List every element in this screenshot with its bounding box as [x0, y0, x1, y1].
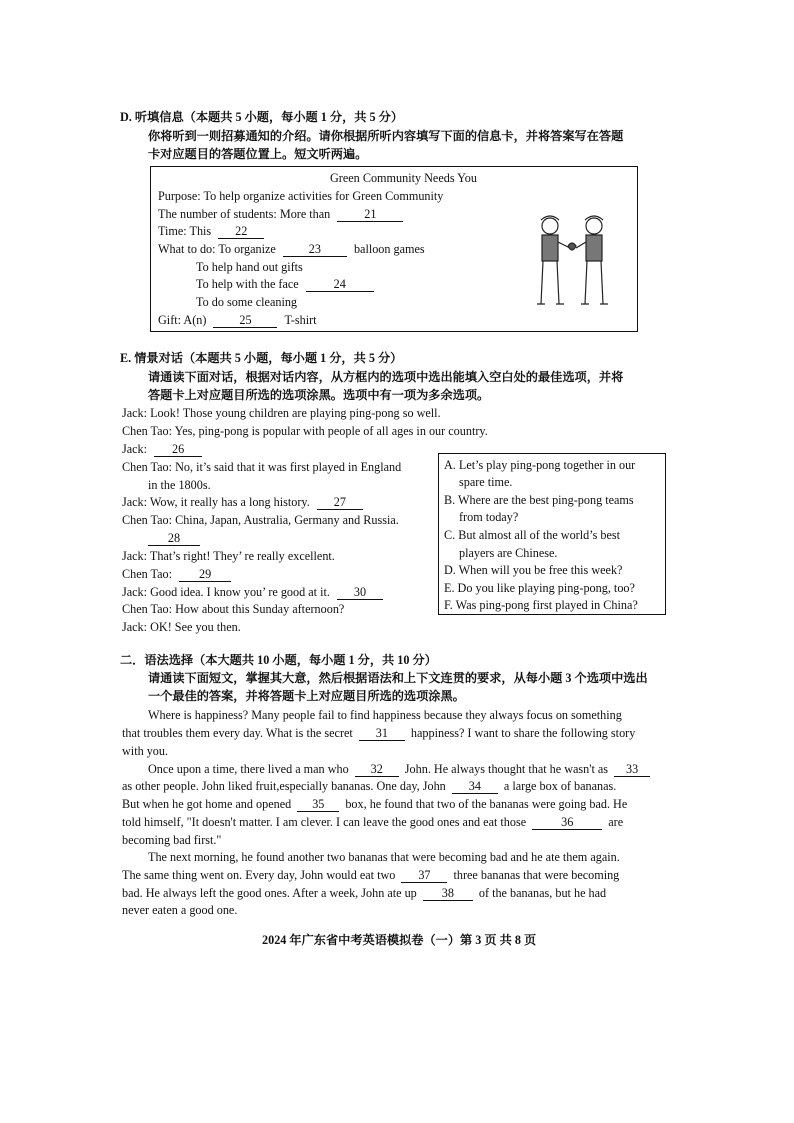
option-a-line-2: spare time.: [459, 475, 513, 489]
blank-35[interactable]: 35: [297, 797, 339, 812]
children-illustration: [530, 208, 616, 312]
blank-23[interactable]: 23: [283, 242, 347, 257]
dialog-line-9-text: Jack: Good idea. I know you’ re good at it.: [122, 585, 330, 599]
blank-24[interactable]: 24: [306, 277, 374, 292]
passage-text: as other people. John liked fruit,especially bananas. One day, John: [122, 779, 446, 793]
passage-text: But when he got home and opened: [122, 797, 292, 811]
blank-34[interactable]: 34: [452, 779, 498, 794]
passage-p2-line-4: [122, 814, 623, 830]
blank-31[interactable]: 31: [359, 726, 405, 741]
card-face-label: To help with the face: [196, 277, 299, 291]
dialog-line-9: [122, 584, 383, 600]
passage-text: a large box of bananas.: [503, 779, 617, 793]
dialog-line-4a: Chen Tao: No, it’s said that it was first played in England: [122, 460, 402, 474]
passage-p2-line-2: [122, 778, 616, 794]
card-gift-label: Gift: A(n): [158, 313, 207, 327]
card-gifts: To help hand out gifts: [196, 260, 303, 274]
passage-text: are: [608, 815, 624, 829]
dialog-line-10: Chen Tao: How about this Sunday afternoon?: [122, 602, 345, 616]
passage-p1-line-2: [122, 725, 635, 741]
dialog-line-4b: in the 1800s.: [148, 478, 211, 492]
passage-p1-line-3: with you.: [122, 744, 169, 758]
blank-30[interactable]: 30: [337, 585, 383, 600]
section-e-instruction-1: 请通读下面对话，根据对话内容，从方框内的选项中选出能填入空白处的最佳选项，并将: [148, 370, 624, 384]
blank-36[interactable]: 36: [532, 815, 602, 830]
card-cleaning: To do some cleaning: [196, 295, 298, 309]
blank-25[interactable]: 25: [213, 313, 277, 328]
option-e: E. Do you like playing ping-pong, too?: [444, 581, 635, 595]
dialog-line-1: Jack: Look! Those young children are playing ping-pong so well.: [122, 406, 441, 420]
option-c-line-1: C. But almost all of the world’s best: [444, 528, 621, 542]
dialog-line-6b: [148, 530, 200, 546]
blank-32[interactable]: 32: [355, 762, 399, 777]
dialog-speaker-chentao: Chen Tao:: [122, 567, 173, 581]
dialog-line-3: [122, 441, 202, 457]
dialog-line-7: Jack: That’s right! They’ re really excellent.: [122, 549, 335, 563]
card-tshirt-text: T-shirt: [284, 313, 317, 327]
dialog-line-5-text: Jack: Wow, it really has a long history.: [122, 495, 310, 509]
card-purpose: Purpose: To help organize activities for Green Community: [158, 189, 444, 203]
dialog-speaker-jack: Jack:: [122, 442, 148, 456]
section-2-heading: 二．语法选择（本大题共 10 小题，每小题 1 分，共 10 分）: [120, 653, 437, 667]
passage-p2-line-5: becoming bad first.": [122, 833, 222, 847]
option-d: D. When will you be free this week?: [444, 563, 623, 577]
passage-p3-line-4: never eaten a good one.: [122, 903, 238, 917]
blank-33[interactable]: 33: [614, 762, 650, 777]
dialog-line-5: [122, 494, 363, 510]
card-gift-row: [158, 312, 317, 328]
section-2-instruction-2: 一个最佳的答案，并将答题卡上对应题目所选的选项涂黑。: [148, 689, 465, 703]
passage-text: Once upon a time, there lived a man who: [148, 762, 349, 776]
blank-38[interactable]: 38: [423, 886, 473, 901]
passage-text: The same thing went on. Every day, John would eat two: [122, 868, 396, 882]
passage-p3-line-3: [122, 885, 606, 901]
dialog-line-2: Chen Tao: Yes, ping-pong is popular with people of all ages in our country.: [122, 424, 488, 438]
passage-p3-line-2: [122, 867, 619, 883]
section-d-heading: D. 听填信息（本题共 5 小题，每小题 1 分，共 5 分）: [120, 110, 404, 124]
card-time-row: [158, 223, 264, 239]
option-b-line-2: from today?: [459, 510, 519, 524]
passage-p2-line-1: [148, 761, 650, 777]
option-c-line-2: players are Chinese.: [459, 546, 558, 560]
option-f: F. Was ping-pong first played in China?: [444, 598, 638, 612]
blank-29[interactable]: 29: [179, 567, 231, 582]
card-students-row: [158, 206, 403, 222]
card-whattodo-label: What to do: To organize: [158, 242, 276, 256]
passage-text: three bananas that were becoming: [453, 868, 620, 882]
section-e-instruction-2: 答题卡上对应题目所选的选项涂黑。选项中有一项为多余选项。: [148, 388, 490, 402]
passage-text: bad. He always left the good ones. After a week, John ate up: [122, 886, 417, 900]
passage-text: told himself, "It doesn't matter. I am clever. I can leave the good ones and eat those: [122, 815, 527, 829]
passage-text: of the bananas, but he had: [478, 886, 607, 900]
section-2-instruction-1: 请通读下面短文，掌握其大意，然后根据语法和上下文连贯的要求，从每小题 3 个选项中选出: [148, 671, 648, 685]
blank-26[interactable]: 26: [154, 442, 202, 457]
dialog-line-11: Jack: OK! See you then.: [122, 620, 241, 634]
blank-37[interactable]: 37: [401, 868, 447, 883]
passage-text: happiness? I want to share the following story: [410, 726, 636, 740]
option-b-line-1: B. Where are the best ping-pong teams: [444, 493, 634, 507]
passage-p3-line-1: The next morning, he found another two bananas that were becoming bad and he ate them again.: [148, 850, 620, 864]
passage-p1-line-1: Where is happiness? Many people fail to find happiness because they always focus on something: [148, 708, 622, 722]
card-whattodo-row: [158, 241, 425, 257]
passage-text: John. He always thought that he wasn't as: [404, 762, 609, 776]
passage-p2-line-3: [122, 796, 627, 812]
section-e-heading: E. 情景对话（本题共 5 小题，每小题 1 分，共 5 分）: [120, 351, 403, 365]
blank-28[interactable]: 28: [148, 531, 200, 546]
card-students-label: The number of students: More than: [158, 207, 331, 221]
blank-27[interactable]: 27: [317, 495, 363, 510]
dialog-line-6: Chen Tao: China, Japan, Australia, Germany and Russia.: [122, 513, 399, 527]
passage-text: box, he found that two of the bananas were going bad. He: [345, 797, 628, 811]
card-face-row: [196, 276, 374, 292]
card-time-label: Time: This: [158, 224, 212, 238]
card-title: Green Community Needs You: [330, 171, 477, 185]
passage-text: that troubles them every day. What is the secret: [122, 726, 353, 740]
blank-22[interactable]: 22: [218, 224, 264, 239]
section-d-instruction-2: 卡对应题目的答题位置上。短文听两遍。: [148, 147, 368, 161]
blank-21[interactable]: 21: [337, 207, 403, 222]
dialog-line-8: [122, 566, 231, 582]
section-d-instruction-1: 你将听到一则招募通知的介绍。请你根据所听内容填写下面的信息卡，并将答案写在答题: [148, 129, 624, 143]
page-footer: 2024 年广东省中考英语模拟卷（一）第 3 页 共 8 页: [262, 933, 537, 947]
card-balloon-text: balloon games: [353, 242, 425, 256]
option-a-line-1: A. Let’s play ping-pong together in our: [444, 458, 636, 472]
